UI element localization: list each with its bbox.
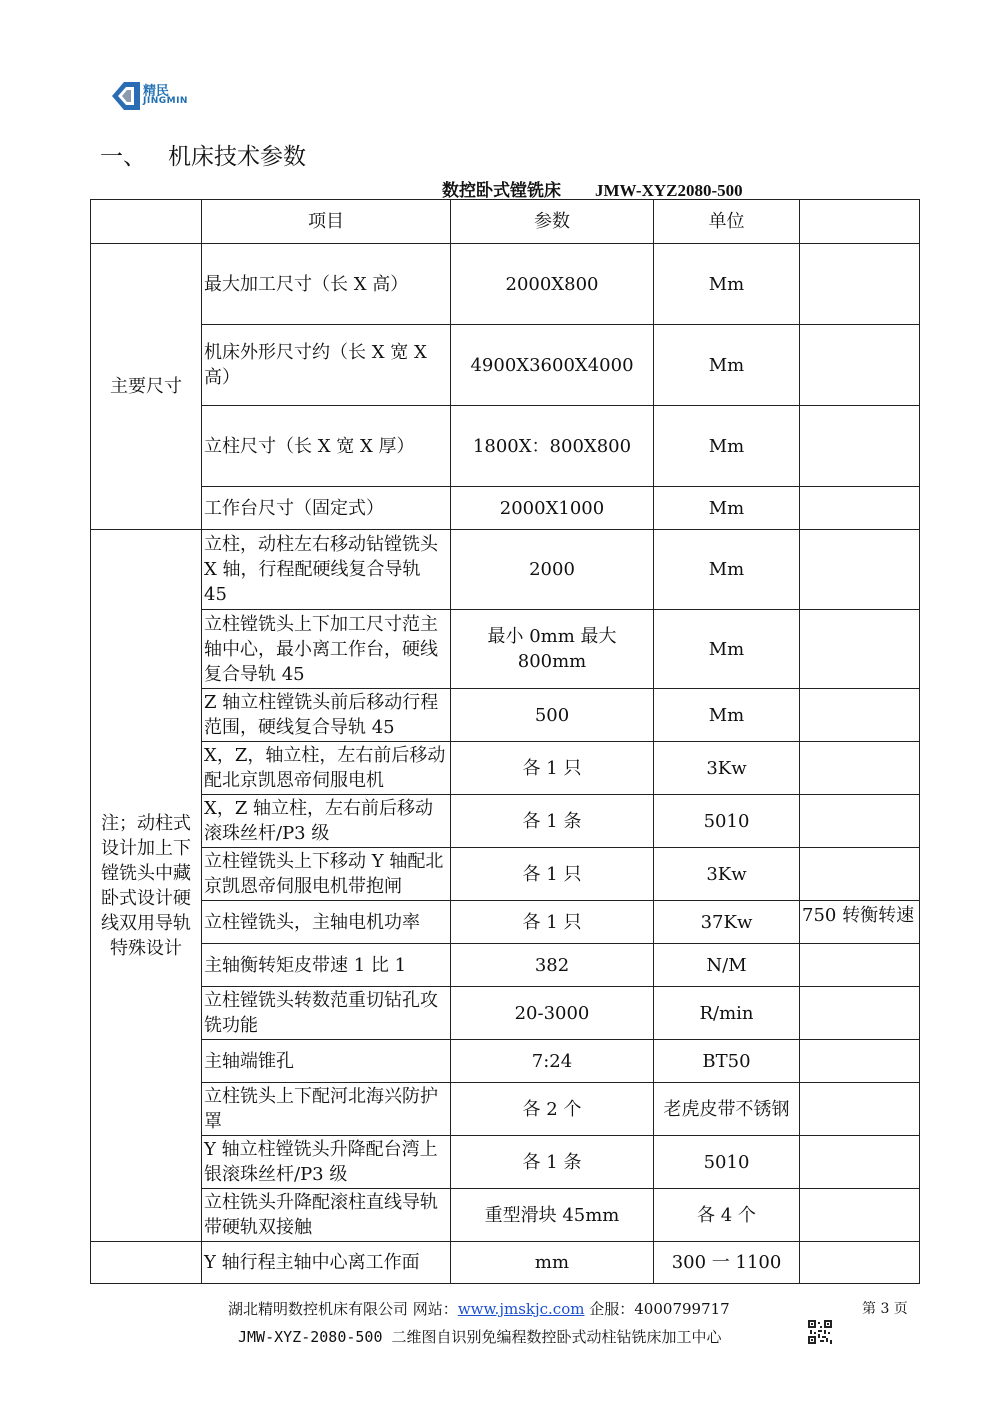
header-param: 参数 bbox=[451, 200, 654, 244]
row-unit: 37Kw bbox=[654, 901, 800, 944]
row-unit: Mm bbox=[654, 530, 800, 610]
row-param: 1800X：800X800 bbox=[451, 406, 654, 487]
row-note bbox=[800, 487, 920, 530]
row-note bbox=[800, 325, 920, 406]
row-item: 立柱铣头升降配滚柱直线导轨带硬轨双接触 bbox=[202, 1189, 451, 1242]
table-row bbox=[91, 848, 920, 901]
row-unit: Mm bbox=[654, 325, 800, 406]
row-unit: 5010 bbox=[654, 1136, 800, 1189]
row-param: 最小 0mm 最大 800mm bbox=[451, 610, 654, 689]
row-note bbox=[800, 1040, 920, 1083]
row-unit: 5010 bbox=[654, 795, 800, 848]
row-note bbox=[800, 987, 920, 1040]
row-unit: Mm bbox=[654, 406, 800, 487]
table-row bbox=[91, 1242, 920, 1284]
row-param: 2000 bbox=[451, 530, 654, 610]
section-title-text: 机床技术参数 bbox=[168, 144, 306, 170]
table-row bbox=[91, 689, 920, 742]
row-item: X，Z，轴立柱，左右前后移动配北京凯恩帝伺服电机 bbox=[202, 742, 451, 795]
row-unit: 各 4 个 bbox=[654, 1189, 800, 1242]
page-number: 第 3 页 bbox=[862, 1301, 908, 1317]
section-number: 一、 bbox=[100, 144, 146, 170]
row-note bbox=[800, 795, 920, 848]
logo-text-cn: 精民 bbox=[143, 84, 170, 99]
category-empty bbox=[91, 1242, 202, 1284]
row-unit: 3Kw bbox=[654, 742, 800, 795]
qr-code-icon bbox=[808, 1320, 832, 1344]
footer-service-label: 企服： bbox=[589, 1300, 635, 1318]
row-unit: 3Kw bbox=[654, 848, 800, 901]
row-item: Y 轴立柱镗铣头升降配台湾上银滚珠丝杆/P3 级 bbox=[202, 1136, 451, 1189]
footer-website-label: 网站： bbox=[412, 1300, 458, 1318]
footer-product-line: JMW-XYZ-2080-500 二维图自识别免编程数控卧式动柱钻铣床加工中心 bbox=[238, 1328, 722, 1346]
table-row bbox=[91, 1040, 920, 1083]
row-param: 各 1 只 bbox=[451, 848, 654, 901]
row-note bbox=[800, 848, 920, 901]
machine-subtitle bbox=[442, 176, 743, 201]
header-item: 项目 bbox=[202, 200, 451, 244]
row-param: 2000X1000 bbox=[451, 487, 654, 530]
table-row bbox=[91, 742, 920, 795]
row-note bbox=[800, 1242, 920, 1284]
table-row bbox=[91, 530, 920, 610]
row-unit: 老虎皮带不锈钢 bbox=[654, 1083, 800, 1136]
table-row bbox=[91, 795, 920, 848]
row-item: 立柱铣头上下配河北海兴防护罩 bbox=[202, 1083, 451, 1136]
row-note bbox=[800, 689, 920, 742]
table-row bbox=[91, 1136, 920, 1189]
footer-service-phone: 4000799717 bbox=[634, 1300, 730, 1318]
row-param: mm bbox=[451, 1242, 654, 1284]
table-row bbox=[91, 987, 920, 1040]
row-item: 立柱，动柱左右移动钻镗铣头 X 轴，行程配硬线复合导轨 45 bbox=[202, 530, 451, 610]
row-item: 立柱尺寸（长 X 宽 X 厚） bbox=[202, 406, 451, 487]
row-note bbox=[800, 1083, 920, 1136]
footer-company: 湖北精明数控机床有限公司 bbox=[228, 1300, 409, 1318]
row-param: 各 1 条 bbox=[451, 795, 654, 848]
row-param: 20-3000 bbox=[451, 987, 654, 1040]
row-unit: Mm bbox=[654, 610, 800, 689]
footer-website-link[interactable]: www.jmskjc.com bbox=[457, 1300, 585, 1318]
row-item: Z 轴立柱镗铣头前后移动行程范围，硬线复合导轨 45 bbox=[202, 689, 451, 742]
row-item: 立柱镗铣头上下移动 Y 轴配北京凯恩帝伺服电机带抱闸 bbox=[202, 848, 451, 901]
row-note bbox=[800, 1189, 920, 1242]
machine-name: 数控卧式镗铣床 bbox=[442, 181, 561, 201]
header-note bbox=[800, 200, 920, 244]
row-param: 各 1 只 bbox=[451, 742, 654, 795]
row-note bbox=[800, 944, 920, 987]
machine-model: JMW-XYZ2080-500 bbox=[595, 181, 743, 200]
row-item: 立柱镗铣头上下加工尺寸范主轴中心，最小离工作台，硬线复合导轨 45 bbox=[202, 610, 451, 689]
row-unit: R/min bbox=[654, 987, 800, 1040]
row-param: 重型滑块 45mm bbox=[451, 1189, 654, 1242]
spec-table bbox=[90, 199, 920, 1284]
row-item: 立柱镗铣头转数范重切钻孔攻铣功能 bbox=[202, 987, 451, 1040]
row-item: 机床外形尺寸约（长 X 宽 X 高） bbox=[202, 325, 451, 406]
row-item: 主轴衡转矩皮带速 1 比 1 bbox=[202, 944, 451, 987]
footer-company-line bbox=[228, 1298, 730, 1319]
row-item: X，Z 轴立柱，左右前后移动滚珠丝杆/P3 级 bbox=[202, 795, 451, 848]
header-unit: 单位 bbox=[654, 200, 800, 244]
table-row bbox=[91, 1189, 920, 1242]
row-note bbox=[800, 530, 920, 610]
table-row bbox=[91, 901, 920, 944]
row-unit: Mm bbox=[654, 487, 800, 530]
row-unit: 300 一 1100 bbox=[654, 1242, 800, 1284]
row-unit: Mm bbox=[654, 244, 800, 325]
row-unit: N/M bbox=[654, 944, 800, 987]
row-item: 工作台尺寸（固定式） bbox=[202, 487, 451, 530]
header-category bbox=[91, 200, 202, 244]
row-param: 7:24 bbox=[451, 1040, 654, 1083]
row-unit: BT50 bbox=[654, 1040, 800, 1083]
row-param: 2000X800 bbox=[451, 244, 654, 325]
row-param: 500 bbox=[451, 689, 654, 742]
section-title bbox=[100, 138, 306, 171]
row-note bbox=[800, 406, 920, 487]
table-row bbox=[91, 244, 920, 325]
row-param: 各 1 条 bbox=[451, 1136, 654, 1189]
table-row bbox=[91, 610, 920, 689]
row-unit: Mm bbox=[654, 689, 800, 742]
row-note bbox=[800, 742, 920, 795]
row-note bbox=[800, 610, 920, 689]
row-note: 750 转衡转速 bbox=[800, 901, 920, 944]
category-main-dimensions: 主要尺寸 bbox=[91, 244, 202, 530]
row-item: 主轴端锥孔 bbox=[202, 1040, 451, 1083]
table-row bbox=[91, 325, 920, 406]
table-row bbox=[91, 944, 920, 987]
row-param: 各 1 只 bbox=[451, 901, 654, 944]
table-header-row bbox=[91, 200, 920, 244]
row-item: Y 轴行程主轴中心离工作面 bbox=[202, 1242, 451, 1284]
table-row bbox=[91, 1083, 920, 1136]
row-item: 立柱镗铣头，主轴电机功率 bbox=[202, 901, 451, 944]
logo-text-en: JINGMIN bbox=[143, 96, 188, 106]
table-row bbox=[91, 487, 920, 530]
table-row bbox=[91, 406, 920, 487]
row-param: 各 2 个 bbox=[451, 1083, 654, 1136]
row-param: 382 bbox=[451, 944, 654, 987]
row-note bbox=[800, 244, 920, 325]
row-item: 最大加工尺寸（长 X 高） bbox=[202, 244, 451, 325]
row-note bbox=[800, 1136, 920, 1189]
category-design-note: 注；动柱式设计加上下镗铣头中藏卧式设计硬线双用导轨特殊设计 bbox=[91, 530, 202, 1242]
row-param: 4900X3600X4000 bbox=[451, 325, 654, 406]
